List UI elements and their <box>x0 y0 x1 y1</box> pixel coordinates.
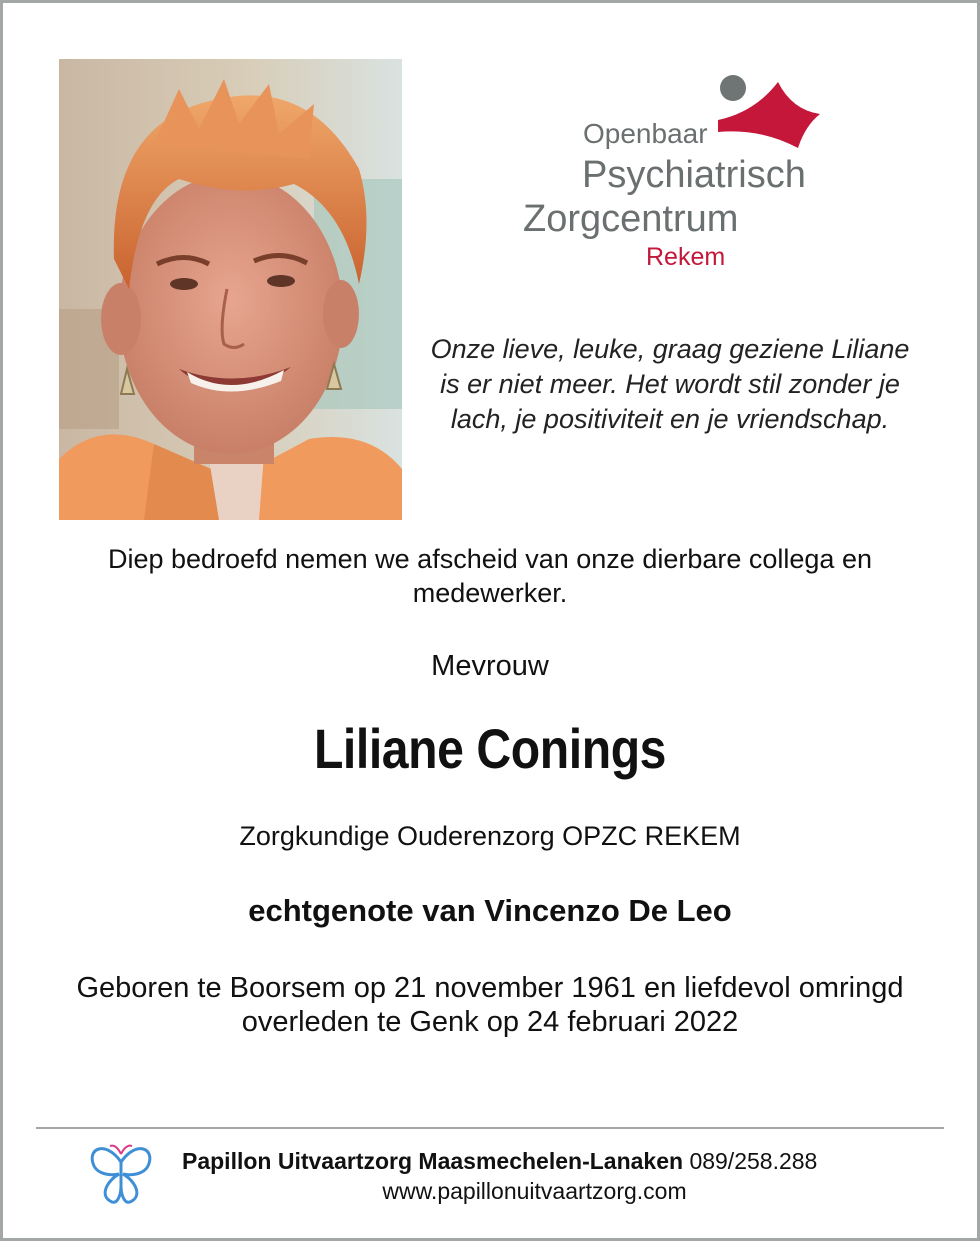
logo-line-rekem: Rekem <box>646 243 726 271</box>
footer-website[interactable]: www.papillonuitvaartzorg.com <box>382 1178 687 1204</box>
butterfly-icon <box>86 1140 156 1210</box>
footer-company-line <box>182 1148 817 1175</box>
opzc-logo <box>520 70 830 280</box>
intro-text: Diep bedroefd nemen we afscheid van onze dierbare collega en medewerker. <box>107 544 872 608</box>
logo-line-openbaar: Openbaar <box>583 118 708 149</box>
spouse-line: echtgenote van Vincenzo De Leo <box>248 893 732 928</box>
birth-death-text: Geboren te Boorsem op 21 november 1961 en liefdevol omringd overleden te Genk op 24 februari 2022 <box>76 972 904 1038</box>
honorific: Mevrouw <box>431 650 549 682</box>
deceased-name: Liliane Conings <box>313 717 667 780</box>
portrait-photo <box>59 59 402 520</box>
memorial-quote: Onze lieve, leuke, graag geziene Liliane is er niet meer. Het wordt stil zonder je lach, je positiviteit en je vriendschap. <box>430 334 910 434</box>
logo-line-psychiatrisch: Psychiatrisch <box>582 154 806 196</box>
footer-phone: 089/258.288 <box>689 1148 818 1174</box>
footer-divider <box>36 1127 944 1129</box>
logo-dot-icon <box>720 75 746 101</box>
footer-company-name: Papillon Uitvaartzorg Maasmechelen-Lanaken <box>182 1148 684 1174</box>
logo-line-zorgcentrum: Zorgcentrum <box>523 198 739 240</box>
job-title: Zorgkundige Ouderenzorg OPZC REKEM <box>239 821 741 851</box>
